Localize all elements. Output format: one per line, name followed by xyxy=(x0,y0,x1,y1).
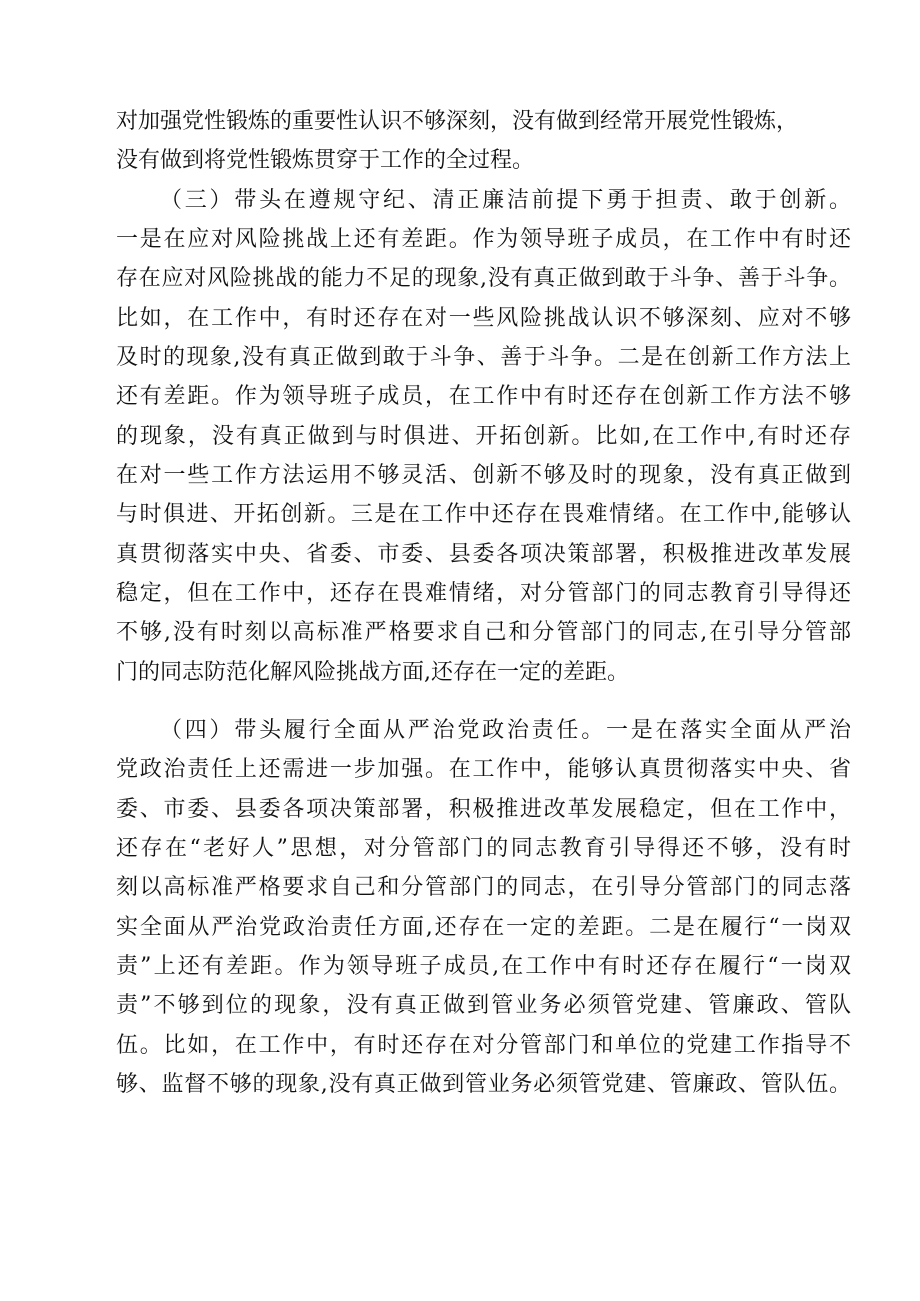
text-line: 存在应对风险挑战的能力不足的现象,没有真正做到敢于斗争、善于斗争。 xyxy=(116,266,851,291)
text-line: 委、市委、县委各项决策部署，积极推进改革发展稳定，但在工作中， xyxy=(116,797,851,822)
text-line: 还存在“老好人”思想，对分管部门的同志教育引导得还不够，没有时 xyxy=(116,836,851,861)
text-line: 责”上还有差距。作为领导班子成员,在工作中有时还存在履行“一岗双 xyxy=(116,954,851,979)
text-line: 与时俱进、开拓创新。三是在工作中还存在畏难情绪。在工作中,能够认 xyxy=(116,502,851,527)
text-line: 在对一些工作方法运用不够灵活、创新不够及时的现象，没有真正做到 xyxy=(116,463,851,488)
text-line: 的现象，没有真正做到与时俱进、开拓创新。比如,在工作中,有时还存 xyxy=(116,424,851,449)
text-line: 没有做到将党性锻炼贯穿于工作的全过程。 xyxy=(116,148,535,173)
text-line: 党政治责任上还需进一步加强。在工作中，能够认真贯彻落实中央、省 xyxy=(116,757,851,782)
text-line: 伍。比如，在工作中，有时还存在对分管部门和单位的党建工作指导不 xyxy=(116,1033,851,1058)
text-line: 还有差距。作为领导班子成员，在工作中有时还存在创新工作方法不够 xyxy=(116,384,851,409)
text-line: 不够,没有时刻以高标准严格要求自己和分管部门的同志,在引导分管部 xyxy=(116,620,851,645)
text-line: 够、监督不够的现象,没有真正做到管业务必须管党建、管廉政、管队伍。 xyxy=(116,1072,851,1097)
text-line: 稳定，但在工作中，还存在畏难情绪，对分管部门的同志教育引导得还 xyxy=(116,581,851,606)
text-line: 对加强党性锻炼的重要性认识不够深刻，没有做到经常开展党性锻炼， xyxy=(116,109,799,134)
text-line: 实全面从严治党政治责任方面,还存在一定的差距。二是在履行“一岗双 xyxy=(116,915,851,940)
section-heading-three: （三）带头在遵规守纪、清正廉洁前提下勇于担责、敢于创新。 xyxy=(160,188,851,213)
section-heading-four: （四）带头履行全面从严治党政治责任。一是在落实全面从严治 xyxy=(160,718,851,743)
text-line: 比如，在工作中，有时还存在对一些风险挑战认识不够深刻、应对不够 xyxy=(116,306,851,331)
text-line: 门的同志防范化解风险挑战方面,还存在一定的差距。 xyxy=(116,660,629,685)
text-line: 责”不够到位的现象，没有真正做到管业务必须管党建、管廉政、管队 xyxy=(116,993,851,1018)
text-line: 刻以高标准严格要求自己和分管部门的同志，在引导分管部门的同志落 xyxy=(116,875,851,900)
text-line: 真贯彻落实中央、省委、市委、县委各项决策部署，积极推进改革发展 xyxy=(116,542,851,567)
text-line: 及时的现象,没有真正做到敢于斗争、善于斗争。二是在创新工作方法上 xyxy=(116,345,851,370)
text-line: 一是在应对风险挑战上还有差距。作为领导班子成员，在工作中有时还 xyxy=(116,227,851,252)
